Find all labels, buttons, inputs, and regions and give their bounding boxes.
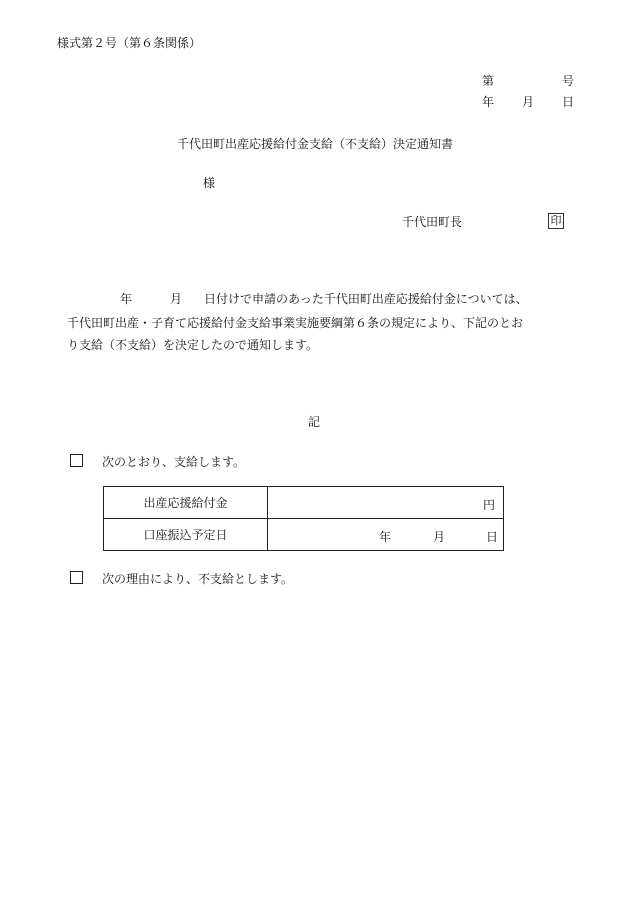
option-pay <box>70 454 245 469</box>
amount-label: 出産応援給付金 <box>104 487 268 519</box>
option-nopay-label: 次の理由により、不支給とします。 <box>102 572 294 586</box>
table-row <box>104 487 504 519</box>
transfer-day-label: 日 <box>486 530 499 544</box>
date-month-label: 月 <box>522 95 535 109</box>
body-line-3: り支給（不支給）を決定したので通知します。 <box>67 338 319 352</box>
document-title: 千代田町出産応援給付金支給（不支給）決定通知書 <box>176 137 453 151</box>
nopay-checkbox[interactable] <box>70 571 83 584</box>
amount-value-cell <box>268 487 504 519</box>
doc-number-suffix: 号 <box>562 74 575 88</box>
ki-heading: 記 <box>308 415 321 429</box>
body-month-label: 月 <box>170 292 183 306</box>
body-line-1-text: 日付けで申請のあった千代田町出産応援給付金については、 <box>204 292 528 306</box>
pay-checkbox[interactable] <box>70 454 83 467</box>
addressee-honorific: 様 <box>203 176 216 190</box>
body-year-label: 年 <box>120 292 133 306</box>
body-line-2: 千代田町出産・子育て応援給付金支給事業実施要綱第６条の規定により、下記のとお <box>67 316 524 330</box>
amount-unit: 円 <box>482 498 495 512</box>
doc-number-prefix: 第 <box>482 74 495 88</box>
seal-mark: 印 <box>548 213 564 229</box>
transfer-date-value-cell <box>268 519 504 551</box>
option-nopay <box>70 571 293 586</box>
issuer-name: 千代田町長 <box>402 215 463 229</box>
body-line-1 <box>120 292 528 306</box>
table-row <box>104 519 504 551</box>
date-year-label: 年 <box>482 95 495 109</box>
form-number: 様式第２号（第６条関係） <box>57 36 202 50</box>
option-pay-label: 次のとおり、支給します。 <box>102 455 246 469</box>
transfer-date-label: 口座振込予定日 <box>104 519 268 551</box>
detail-table <box>103 486 504 551</box>
transfer-year-label: 年 <box>379 530 392 544</box>
transfer-month-label: 月 <box>433 530 446 544</box>
date-day-label: 日 <box>562 95 575 109</box>
